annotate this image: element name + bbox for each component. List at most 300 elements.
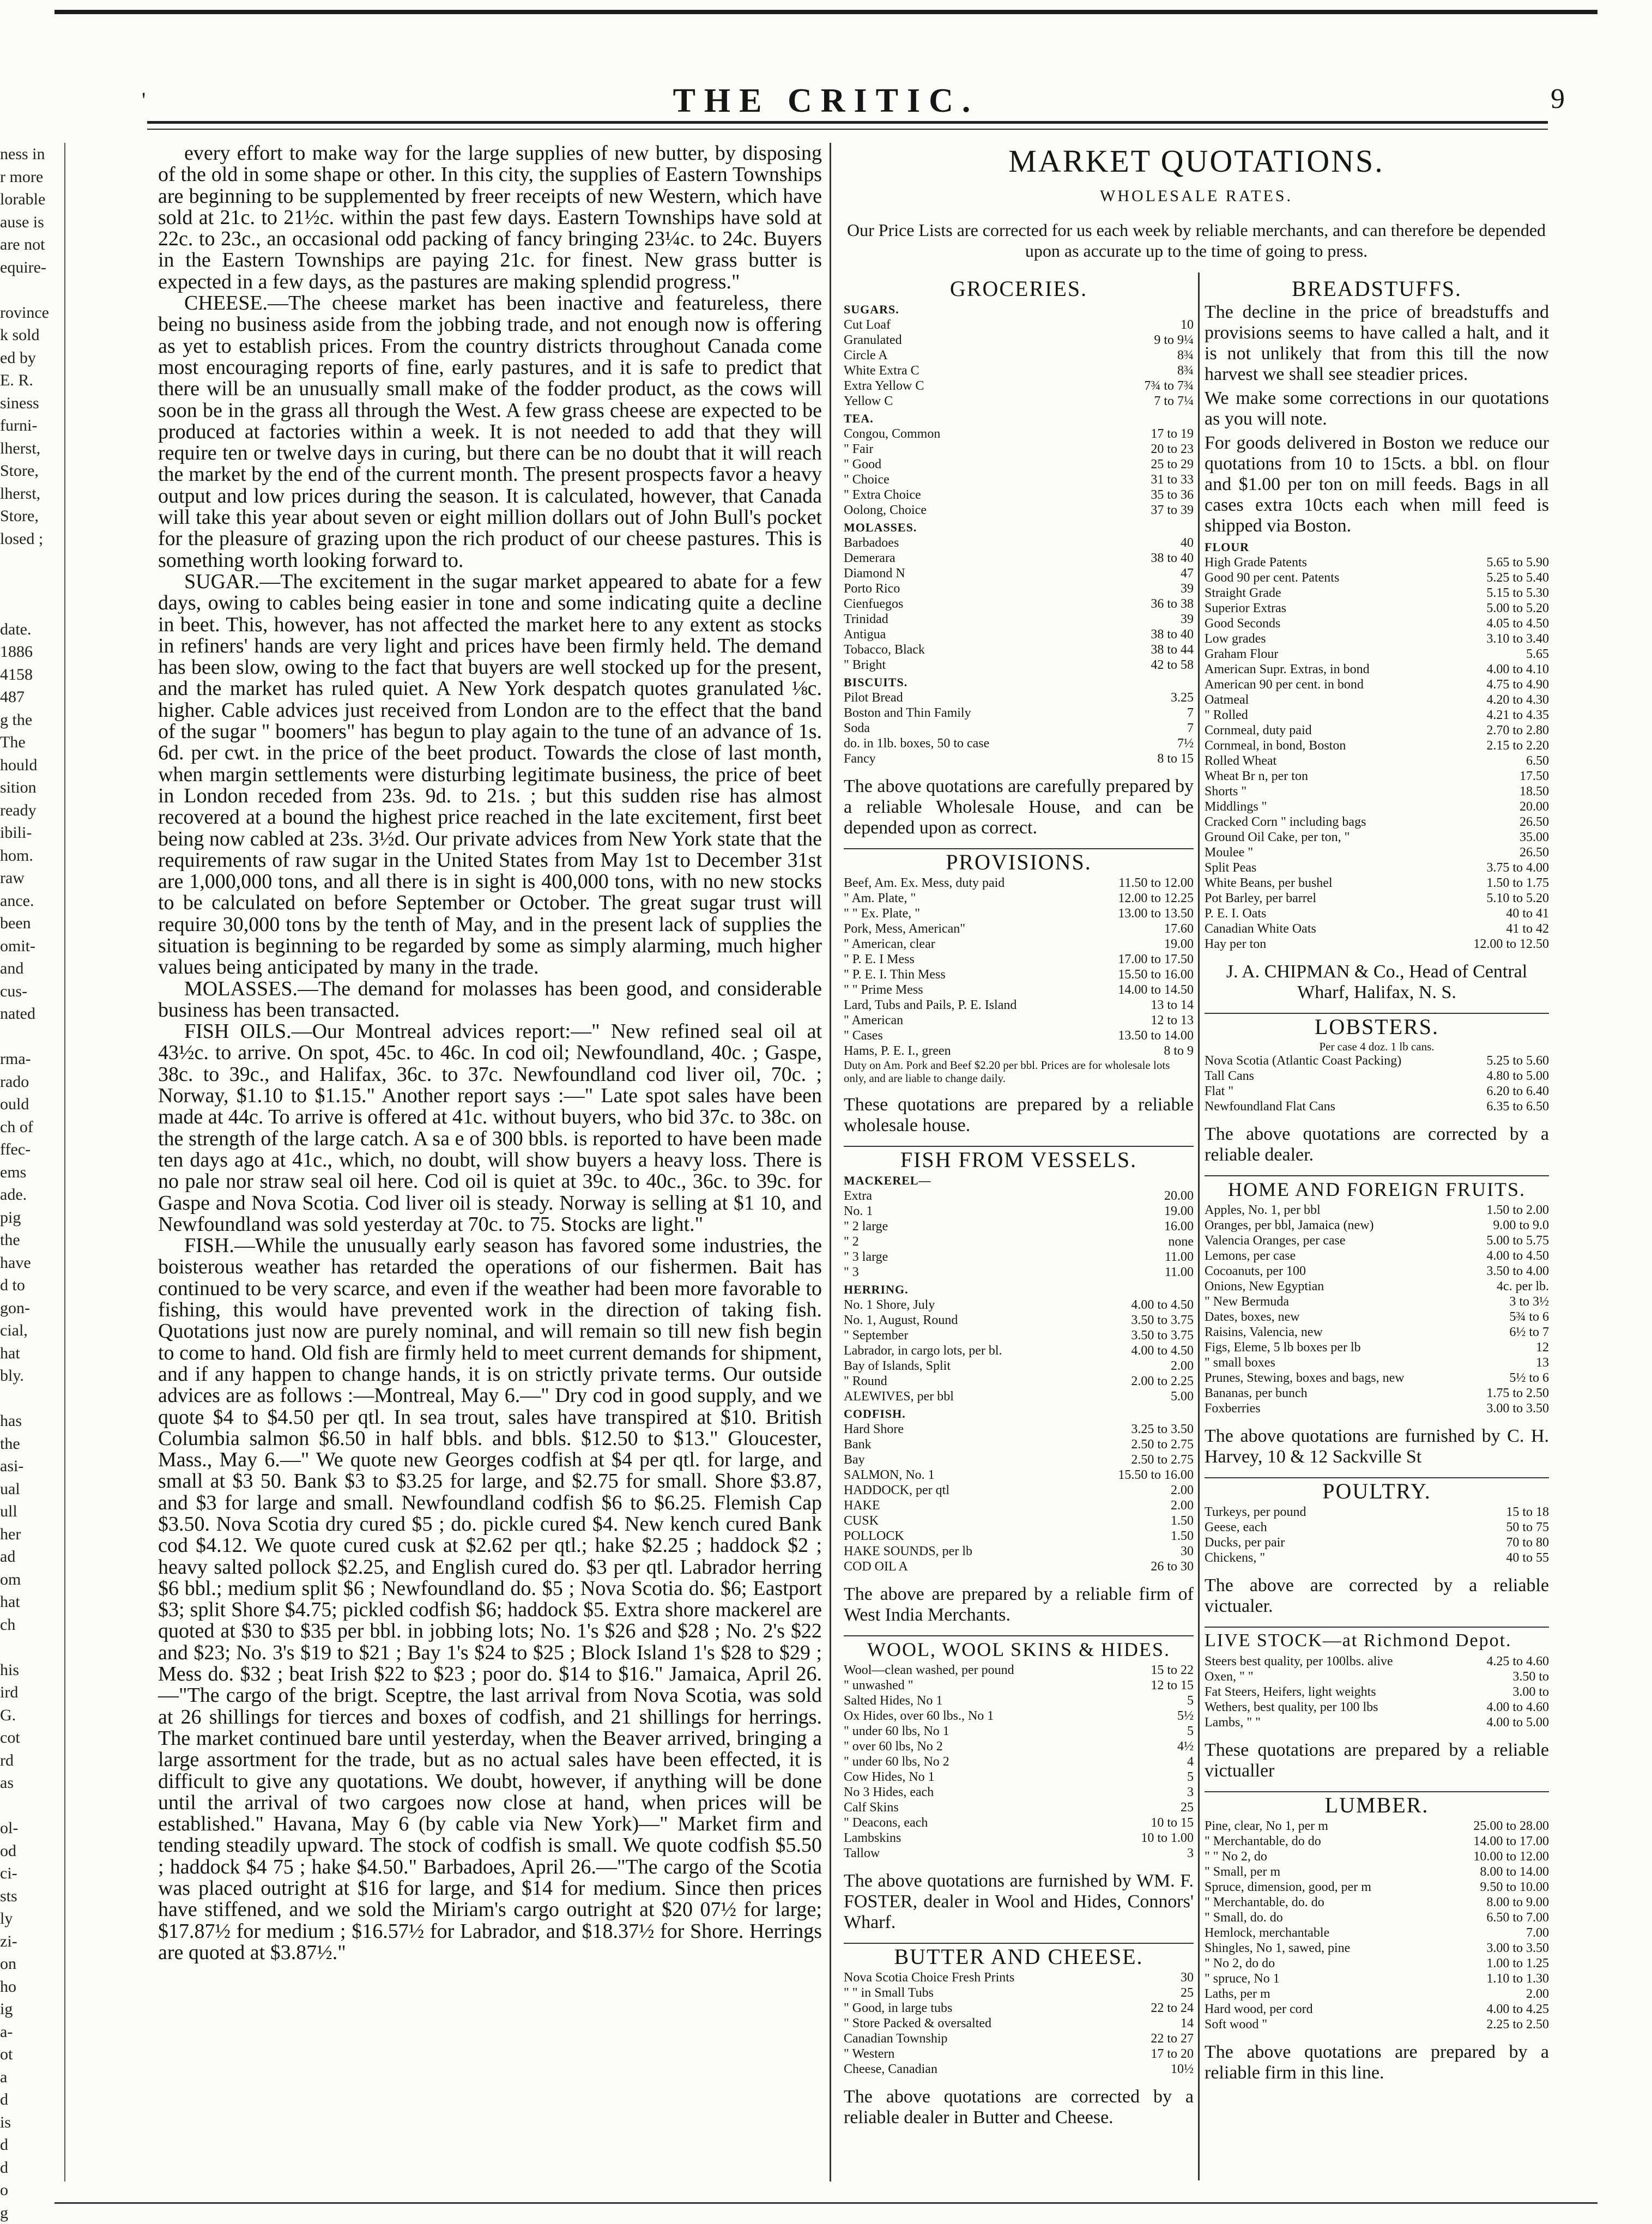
item-price: 1.00 to 1.25 — [1483, 1956, 1549, 1971]
price-row — [844, 2001, 1194, 2016]
edge-fragment: on — [0, 1953, 60, 1975]
edge-fragment: losed ; — [0, 528, 60, 551]
price-row — [844, 875, 1194, 891]
item-name: Nova Scotia Choice Fresh Prints — [844, 1970, 1014, 1985]
edge-fragment: ho — [0, 1975, 60, 1998]
price-row — [844, 721, 1194, 736]
item-price: 3 — [1184, 1846, 1194, 1861]
item-price: 38 to 44 — [1147, 642, 1194, 657]
item-price: 5 — [1184, 1693, 1194, 1708]
edge-fragment — [0, 1636, 60, 1659]
lumber-note: The above quotations are prepared by a reliable firm in this line. — [1205, 2042, 1549, 2083]
item-price: 15 to 18 — [1503, 1504, 1549, 1520]
price-row — [1205, 769, 1549, 784]
edge-fragment: ird — [0, 1681, 60, 1704]
item-price: 2.70 to 2.80 — [1483, 723, 1549, 738]
edge-fragment: a- — [0, 2021, 60, 2044]
item-price: 2.50 to 2.75 — [1128, 1437, 1194, 1452]
item-price: 1.50 — [1167, 1528, 1194, 1544]
item-name: " 2 large — [844, 1219, 888, 1234]
price-row — [1205, 1370, 1549, 1386]
price-row — [1205, 1925, 1549, 1941]
price-row — [844, 1724, 1194, 1739]
price-row — [1205, 936, 1549, 952]
fruits-heading: HOME AND FOREIGN FRUITS. — [1205, 1182, 1549, 1197]
item-name: Extra — [844, 1188, 872, 1204]
price-row — [844, 2062, 1194, 2077]
groceries-heading: GROCERIES. — [844, 281, 1194, 297]
header-rule-thin — [147, 129, 1548, 130]
edge-fragment: ness in — [0, 143, 60, 166]
market-title: MARKET QUOTATIONS. — [842, 143, 1551, 179]
price-row — [844, 751, 1194, 766]
price-row — [1205, 1535, 1549, 1550]
item-price: 7.00 — [1523, 1925, 1549, 1941]
price-row — [844, 426, 1194, 442]
fruits-note: The above quotations are furnished by C. H. Harvey, 10 & 12 Sackville St — [1205, 1426, 1549, 1467]
item-price: 4.75 to 4.90 — [1483, 677, 1549, 692]
price-row — [844, 1498, 1194, 1513]
edge-fragment: the — [0, 1433, 60, 1455]
item-price: 6.35 to 6.50 — [1483, 1099, 1549, 1114]
item-name: Trinidad — [844, 612, 888, 627]
item-price: 22 to 27 — [1147, 2031, 1194, 2046]
edge-fragment: ol- — [0, 1817, 60, 1840]
price-row — [1205, 677, 1549, 692]
price-row — [844, 627, 1194, 642]
item-name: " 3 large — [844, 1249, 888, 1265]
item-price: 4.80 to 5.00 — [1483, 1068, 1549, 1084]
item-price: 17.60 — [1161, 921, 1194, 936]
price-row — [844, 1204, 1194, 1219]
item-price: 40 to 55 — [1503, 1550, 1549, 1566]
price-row — [1205, 1669, 1549, 1684]
price-row — [844, 1483, 1194, 1498]
price-row — [1205, 555, 1549, 570]
edge-fragment — [0, 1025, 60, 1048]
item-price: 5.25 to 5.60 — [1483, 1053, 1549, 1068]
item-price: none — [1165, 1234, 1194, 1249]
item-price: 4.00 to 4.50 — [1128, 1297, 1194, 1313]
price-row — [844, 921, 1194, 936]
item-price: 37 to 39 — [1147, 503, 1194, 518]
item-price: 10.00 to 12.00 — [1470, 1849, 1549, 1864]
price-row — [1205, 1849, 1549, 1864]
price-row — [1205, 662, 1549, 677]
item-price: 25.00 to 28.00 — [1470, 1818, 1549, 1834]
price-row — [844, 657, 1194, 673]
item-price: 30 — [1177, 1970, 1194, 1985]
price-row — [1205, 753, 1549, 769]
item-price: 8¾ — [1174, 363, 1194, 378]
item-name: Canadian White Oats — [1205, 921, 1316, 936]
edge-fragment: the — [0, 1229, 60, 1252]
edge-fragment: rma- — [0, 1048, 60, 1071]
breadstuffs-text: For goods delivered in Boston we reduce our quotations from 10 to 15cts. a bbl. on flour and $1.00 per ton on mill feeds. Bags in all cases extra 10cts each when mill feed is shipped via Boston. — [1205, 433, 1549, 536]
provisions-heading: PROVISIONS. — [844, 855, 1194, 870]
groceries-note: The above quotations are carefully prepared by a reliable Wholesale House, and can be depended upon as correct. — [844, 776, 1194, 838]
price-row — [844, 1358, 1194, 1374]
edge-fragment: and — [0, 957, 60, 980]
item-price: 5 — [1184, 1769, 1194, 1785]
price-row — [844, 906, 1194, 921]
item-price: 5 — [1184, 1724, 1194, 1739]
group-label: MOLASSES. — [844, 520, 1194, 535]
item-name: Ox Hides, over 60 lbs., No 1 — [844, 1708, 994, 1724]
price-row — [1205, 830, 1549, 845]
item-name: " September — [844, 1328, 908, 1343]
price-row — [844, 333, 1194, 348]
edge-fragment: G. — [0, 1704, 60, 1727]
item-price: 40 to 41 — [1503, 906, 1549, 921]
item-price: 13 — [1533, 1355, 1549, 1370]
item-price: 5.00 to 5.20 — [1483, 601, 1549, 616]
divider — [844, 1146, 1194, 1147]
item-price: 5.65 to 5.90 — [1483, 555, 1549, 570]
item-price: 20.00 — [1516, 799, 1549, 814]
masthead-mark: ' — [142, 87, 146, 113]
price-row — [844, 1265, 1194, 1280]
item-price: 5½ to 6 — [1506, 1370, 1549, 1386]
item-price: 2.00 to 2.25 — [1128, 1374, 1194, 1389]
price-row — [1205, 860, 1549, 875]
fish-table — [844, 1173, 1194, 1574]
item-price: 3.25 — [1167, 690, 1194, 705]
item-price: 8.00 to 9.00 — [1483, 1895, 1549, 1910]
item-name: Tallow — [844, 1846, 880, 1861]
item-price: 11.50 to 12.00 — [1115, 875, 1194, 891]
item-name: ALEWIVES, per bbl — [844, 1389, 954, 1404]
price-row — [844, 2046, 1194, 2062]
item-name: Graham Flour — [1205, 646, 1278, 662]
item-name: " Choice — [844, 472, 889, 487]
article-paragraph: SUGAR.—The excitement in the sugar market appeared to abate for a few days, owing to cables being easier in tone and some indicating quite a decline in beet. This, however, has not affected the market here to any extent as stocks in refiners' hands are very light and prices have been firmly held. The demand has been slow, owing to the fact that buyers are well stocked up for the present, and the market has ruled quiet. A New York despatch quotes granulated ⅛c. higher. Cable advices just received from London are to the effect that the band of the sugar " boomers" has begun to play again to the tune of an advance of 1s. 6d. per cwt. in the price of the beet product. Towards the close of last month, when margin settlements were disturbing legitimate business, the price of beet in London receded from 23s. 9d. to 21s. ; but this sudden rise has almost recovered at a bound the highest price reached in the late excitement, first beet being now cabled at 23s. 3½d. Our private advices from New York state that the requirements of raw sugar in the United States from May 1st to December 31st are 1,000,000 tons, and all there is in sight is 400,000 tons, with no new stocks to be calculated on before September or October. The great sugar trust will require 30,000 tons by the tenth of May, and in the present lack of supplies the situation is beginning to be regarded by some as simply alarming, much higher values being anticipated by many in the trade. — [158, 571, 822, 978]
item-name: Pot Barley, per barrel — [1205, 891, 1316, 906]
item-name: " small boxes — [1205, 1355, 1275, 1370]
price-row — [844, 998, 1194, 1013]
group-label: CODFISH. — [844, 1406, 1194, 1422]
edge-fragment: siness — [0, 392, 60, 415]
item-name: Shorts " — [1205, 784, 1246, 799]
item-name: No. 1 Shore, July — [844, 1297, 935, 1313]
price-row — [1205, 601, 1549, 616]
item-name: White Beans, per bushel — [1205, 875, 1333, 891]
edge-fragment: bly. — [0, 1364, 60, 1387]
item-name: Demerara — [844, 551, 895, 566]
group-label: SUGARS. — [844, 302, 1194, 317]
price-row — [844, 1815, 1194, 1830]
item-name: Steers best quality, per 100lbs. alive — [1205, 1654, 1393, 1669]
item-name: " American, clear — [844, 936, 935, 952]
edge-fragment: Store, — [0, 460, 60, 482]
price-row — [844, 1708, 1194, 1724]
article-paragraph: CHEESE.—The cheese market has been inactive and featureless, there being no business aside from the jobbing trade, and not enough now is offering as yet to establish prices. From the country districts throughout Canada come most encouraging reports of fine, early pastures, and it is safe to predict that there will be an unusually small make of the fodder product, as the cows will soon be in the grass all through the West. A few grass cheese are expected to be produced at factories within a week. It is not needed to add that they will require ten or twelve days in curing, but there can be no doubt that it will reach the market by the end of the current month. The present prospects favor a heavy output and low prices during the season. It is calculated, however, that Canada will take this year about seven or eight million dollars out of John Bull's pocket for the pleasure of grazing upon the rich product of our cheese pastures. This is something worth looking forward to. — [158, 293, 822, 571]
price-row — [844, 936, 1194, 952]
item-price: 26.50 — [1516, 814, 1549, 830]
item-price: 41 to 42 — [1503, 921, 1549, 936]
breadstuffs-heading: BREADSTUFFS. — [1205, 281, 1549, 297]
price-row — [1205, 1520, 1549, 1535]
price-row — [1205, 1068, 1549, 1084]
edge-fragment: g — [0, 2202, 60, 2224]
article-paragraph: every effort to make way for the large supplies of new butter, by disposing of the old in some shape or other. In this city, the supplies of Eastern Townships are beginning to be supplemented by freer receipts of new Western, which have sold at 21c. to 21½c. within the past few days. Eastern Townships have sold at 22c. to 23c., an occasional odd packing of fancy bringing 23¼c. to 24c. Buyers in the Eastern Townships are paying 21c. for finest. New grass butter is expected in a few days, as the pastures are making splendid progress." — [158, 143, 822, 293]
price-row — [1205, 1684, 1549, 1700]
item-price: 18.50 — [1516, 784, 1549, 799]
edge-fragment: ade. — [0, 1183, 60, 1206]
item-price: 1.75 to 2.50 — [1483, 1386, 1549, 1401]
item-name: Valencia Oranges, per case — [1205, 1233, 1346, 1248]
edge-fragment: g the — [0, 709, 60, 732]
edge-fragment: has — [0, 1410, 60, 1433]
item-name: " Merchantable, do do — [1205, 1834, 1321, 1849]
edge-fragment: d to — [0, 1274, 60, 1297]
edge-fragment: cial, — [0, 1319, 60, 1342]
fish-heading: FISH FROM VESSELS. — [844, 1152, 1194, 1168]
item-name: Split Peas — [1205, 860, 1256, 875]
edge-fragment: E. R. — [0, 369, 60, 392]
price-row — [1205, 1956, 1549, 1971]
price-row — [1205, 1504, 1549, 1520]
price-row — [844, 442, 1194, 457]
item-price: 6.50 — [1523, 753, 1549, 769]
item-price: 38 to 40 — [1147, 627, 1194, 642]
wool-table — [844, 1663, 1194, 1861]
price-row — [844, 1389, 1194, 1404]
item-name: Wheat Br n, per ton — [1205, 769, 1308, 784]
item-price: 6.20 to 6.40 — [1483, 1084, 1549, 1099]
item-price: 26 to 30 — [1147, 1559, 1194, 1574]
item-name: " under 60 lbs, No 2 — [844, 1754, 949, 1769]
price-row — [844, 551, 1194, 566]
edge-fragment: been — [0, 912, 60, 935]
price-row — [844, 642, 1194, 657]
item-name: " Store Packed & oversalted — [844, 2016, 991, 2031]
price-row — [1205, 1879, 1549, 1895]
edge-fragment: ly — [0, 1907, 60, 1930]
edge-fragment: cus- — [0, 980, 60, 1003]
price-row — [1205, 1834, 1549, 1849]
item-name: Hard Shore — [844, 1422, 904, 1437]
flour-table — [1205, 540, 1549, 952]
edge-fragment: od — [0, 1840, 60, 1863]
breadstuffs-note: J. A. CHIPMAN & Co., Head of Central Wharf, Halifax, N. S. — [1205, 962, 1549, 1003]
item-name: Lemons, per case — [1205, 1248, 1296, 1264]
item-price: 3.10 to 3.40 — [1483, 631, 1549, 646]
price-row — [844, 967, 1194, 982]
price-row — [1205, 616, 1549, 631]
edge-fragment: 1886 — [0, 640, 60, 663]
item-name: Wool—clean washed, per pound — [844, 1663, 1014, 1678]
price-row — [844, 2031, 1194, 2046]
edge-fragment: have — [0, 1252, 60, 1274]
price-row — [1205, 1386, 1549, 1401]
item-price: 12.00 to 12.25 — [1115, 891, 1194, 906]
item-price: 3.00 to — [1509, 1684, 1549, 1700]
divider — [844, 848, 1194, 849]
item-price: 8 to 9 — [1160, 1043, 1194, 1059]
price-row — [844, 363, 1194, 378]
item-name: Geese, each — [1205, 1520, 1267, 1535]
item-name: Pork, Mess, American" — [844, 921, 965, 936]
item-price: 4.21 to 4.35 — [1483, 708, 1549, 723]
edge-fragment: Store, — [0, 505, 60, 528]
divider — [844, 1635, 1194, 1636]
item-name: " No 2, do do — [1205, 1956, 1275, 1971]
item-price: 26.50 — [1516, 845, 1549, 860]
edge-fragment: her — [0, 1523, 60, 1546]
edge-fragment: lherst, — [0, 437, 60, 460]
item-name: Cut Loaf — [844, 317, 891, 333]
item-name: " Am. Plate, " — [844, 891, 916, 906]
price-row — [1205, 692, 1549, 708]
item-price: 36 to 38 — [1147, 596, 1194, 612]
item-price: 15 to 22 — [1147, 1663, 1194, 1678]
bottom-rule — [55, 2202, 1597, 2204]
item-name: Prunes, Stewing, boxes and bags, new — [1205, 1370, 1405, 1386]
item-name: Porto Rico — [844, 581, 900, 596]
price-row — [844, 596, 1194, 612]
item-name: SALMON, No. 1 — [844, 1467, 935, 1483]
edge-fragment — [0, 595, 60, 618]
item-name: Pine, clear, No 1, per m — [1205, 1818, 1328, 1834]
price-row — [1205, 708, 1549, 723]
item-price: 15.50 to 16.00 — [1115, 967, 1194, 982]
item-price: 6.50 to 7.00 — [1483, 1910, 1549, 1925]
edge-fragment: ance. — [0, 890, 60, 912]
edge-fragment: hat — [0, 1591, 60, 1613]
item-name: Nova Scotia (Atlantic Coast Packing) — [1205, 1053, 1401, 1068]
group-label: FLOUR — [1205, 540, 1549, 555]
item-name: Calf Skins — [844, 1800, 899, 1815]
price-row — [844, 1219, 1194, 1234]
item-price: 5.15 to 5.30 — [1483, 585, 1549, 601]
breadstuffs-text: The decline in the price of breadstuffs and provisions seems to have called a halt, and it is not unlikely that from this till the now harvest we shall see steadier prices. — [1205, 302, 1549, 385]
edge-fragment: ch — [0, 1613, 60, 1636]
item-name: Superior Extras — [1205, 601, 1286, 616]
item-price: 5.25 to 5.40 — [1483, 570, 1549, 585]
price-row — [1205, 1279, 1549, 1294]
lumber-table — [1205, 1818, 1549, 2032]
item-price: 3 — [1184, 1785, 1194, 1800]
item-name: Foxberries — [1205, 1401, 1261, 1416]
price-row — [1205, 875, 1549, 891]
item-price: 14 — [1177, 2016, 1194, 2031]
edge-fragment: d — [0, 2134, 60, 2156]
item-price: 3.50 to 4.00 — [1483, 1264, 1549, 1279]
item-price: 10 to 1.00 — [1137, 1830, 1194, 1846]
divider — [1205, 1175, 1549, 1176]
poultry-note: The above are corrected by a reliable victualer. — [1205, 1575, 1549, 1617]
provisions-table — [844, 875, 1194, 1059]
item-name: Canadian Township — [844, 2031, 948, 2046]
market-intro: Our Price Lists are corrected for us each week by reliable merchants, and can therefore be depended upon as accurate up to the time of going to press. — [842, 220, 1551, 261]
page-number: 9 — [1551, 83, 1565, 115]
item-name: " spruce, No 1 — [1205, 1971, 1280, 1986]
price-row — [844, 1846, 1194, 1861]
article-paragraph: FISH.—While the unusually early season has favored some industries, the boisterous weather has retarded the operations of our fishermen. Bait has continued to be very scarce, and even if the weather had been more favorable to fishing, this would have prevented work in the direction of taking fish. Quotations just now are purely nominal, and will remain so till new fish begin to come to hand. Old fish are firmly held to meet current demands for shipment, and if any happen to change hands, it is on strictly private terms. Our outside advices are as follows :—Montreal, May 6.—" Dry cod in good supply, and we quote $4 to $4.50 per qtl. In sea trout, sales have transpired at $10. British Columbia salmon $6.50 in half bbls. and bbls. $12.50 to $13." Gloucester, Mass., May 6.—" We quote new Georges codfish at $4 per qtl. for large, and small at $3 50. Bank $3 to $3.25 for large, and $2.75 for small. Shore $3.87, and $3 for large and small. Newfoundland codfish $6 to $6.25. Flemish Cap $3.50. Nova Scotia dry cured $5 ; do. pickle cured $4. New kench cured Bank cod $4.12. We quote cured cusk at $2.62 per qtl.; hake $2.25 ; haddock $2 ; heavy salted pollock $2.25, and English cured do. $3 per qtl. Labrador herring $6 bbl.; medium split $6 ; Newfoundland do. $5 ; Nova Scotia do. $6; Eastport $3; split Shore $4.75; pickled codfish $6; haddock $5. Extra shore mackerel are quoted at $30 to $35 per bbl. in jobbing lots; No. 1's $26 and $28 ; No. 2's $22 and $23; No. 3's $19 to $21 ; Bay 1's $24 to $25 ; Block Island 1's $28 to $29 ; Mess do. $32 ; beat Irish $22 to $23 ; poor do. $14 to $16." Jamaica, April 26.—"The cargo of the brigt. Sceptre, the last arrival from Nova Scotia, was sold at 26 shillings for tierces and boxes of codfish, and 21 shillings for herrings. The market continued bare until yesterday, when the Beaver arrived, bringing a large assortment for the trade, but as no actual sales have been effected, it is difficult to give any quotations. We doubt, however, if anything will be done until the arrival of two cargoes now close at hand, when prices will be established." Havana, May 6 (by cable via New York)—" Market firm and tending steadily upward. The stock of codfish is small. We quote codfish $5.50 ; haddock $4 75 ; hake $4.50." Barbadoes, April 26.—"The cargo of the Scotia was placed outright at $16 for large, and $14 for medium. Since then prices have stiffened, and we sold the Miriam's cargo outright at $20 07½ for large; $17.87½ for medium ; $16.57½ for Labrador, and $18.37½ for Shore. Herrings are quoted at $3.87½." — [158, 1235, 822, 1963]
price-row — [1205, 1355, 1549, 1370]
item-name: " unwashed " — [844, 1678, 913, 1693]
item-price: 2.00 — [1167, 1358, 1194, 1374]
item-name: do. in 1lb. boxes, 50 to case — [844, 736, 989, 751]
item-price: 13 to 14 — [1147, 998, 1194, 1013]
item-price: 3.50 to — [1509, 1669, 1549, 1684]
edge-fragment: sition — [0, 776, 60, 799]
item-name: " New Bermuda — [1205, 1294, 1289, 1309]
item-name: HAKE SOUNDS, per lb — [844, 1544, 972, 1559]
divider — [1205, 1627, 1549, 1628]
price-row — [1205, 1218, 1549, 1233]
edge-fragment: raw — [0, 867, 60, 890]
groceries-table — [844, 302, 1194, 766]
item-price: 2.00 — [1523, 1986, 1549, 2002]
price-row — [844, 705, 1194, 721]
item-price: 39 — [1177, 612, 1194, 627]
price-row — [1205, 1264, 1549, 1279]
item-name: Newfoundland Flat Cans — [1205, 1099, 1335, 1114]
item-price: 1.50 — [1167, 1513, 1194, 1528]
edge-fragment: asi- — [0, 1455, 60, 1478]
item-name: POLLOCK — [844, 1528, 904, 1544]
item-name: Tobacco, Black — [844, 642, 925, 657]
wool-heading: WOOL, WOOL SKINS & HIDES. — [844, 1642, 1194, 1657]
item-price: 2.25 to 2.50 — [1483, 2017, 1549, 2032]
item-name: American 90 per cent. in bond — [1205, 677, 1364, 692]
price-row — [1205, 646, 1549, 662]
article-paragraph: MOLASSES.—The demand for molasses has been good, and considerable business has been transacted. — [158, 978, 822, 1022]
item-name: P. E. I. Oats — [1205, 906, 1266, 921]
price-row — [844, 891, 1194, 906]
edge-fragment: ull — [0, 1500, 60, 1523]
edge-fragment: k sold — [0, 324, 60, 347]
item-name: " American — [844, 1013, 903, 1028]
item-price: 10½ — [1167, 2062, 1194, 2077]
item-price: 8.00 to 14.00 — [1476, 1864, 1549, 1879]
item-name: Straight Grade — [1205, 585, 1281, 601]
item-name: Hard wood, per cord — [1205, 2002, 1313, 2017]
lobsters-note: The above quotations are corrected by a reliable dealer. — [1205, 1124, 1549, 1165]
price-row — [844, 1249, 1194, 1265]
provisions-note: These quotations are prepared by a reliable wholesale house. — [844, 1095, 1194, 1136]
edge-fragment: equire- — [0, 256, 60, 279]
price-row — [1205, 1700, 1549, 1715]
item-price: 8 to 15 — [1154, 751, 1194, 766]
edge-fragment: lherst, — [0, 482, 60, 505]
edge-fragment: ffec- — [0, 1138, 60, 1161]
item-name: Tall Cans — [1205, 1068, 1254, 1084]
item-price: 38 to 40 — [1147, 551, 1194, 566]
price-row — [844, 1188, 1194, 1204]
edge-fragment: rd — [0, 1749, 60, 1772]
price-row — [844, 690, 1194, 705]
price-row — [844, 1028, 1194, 1043]
edge-fragment: The — [0, 731, 60, 754]
edge-fragment — [0, 1387, 60, 1410]
item-name: Lambskins — [844, 1830, 901, 1846]
item-name: " Good, in large tubs — [844, 2001, 952, 2016]
item-price: 2.00 — [1167, 1498, 1194, 1513]
price-row — [1205, 1401, 1549, 1416]
item-price: 15.50 to 16.00 — [1115, 1467, 1194, 1483]
item-name: Labrador, in cargo lots, per bl. — [844, 1343, 1002, 1358]
item-price: 47 — [1177, 566, 1194, 581]
price-row — [844, 535, 1194, 551]
item-price: 2.00 — [1167, 1483, 1194, 1498]
price-row — [844, 952, 1194, 967]
item-price: 3.50 to 3.75 — [1128, 1328, 1194, 1343]
column-rule — [64, 143, 65, 2181]
price-row — [844, 1437, 1194, 1452]
